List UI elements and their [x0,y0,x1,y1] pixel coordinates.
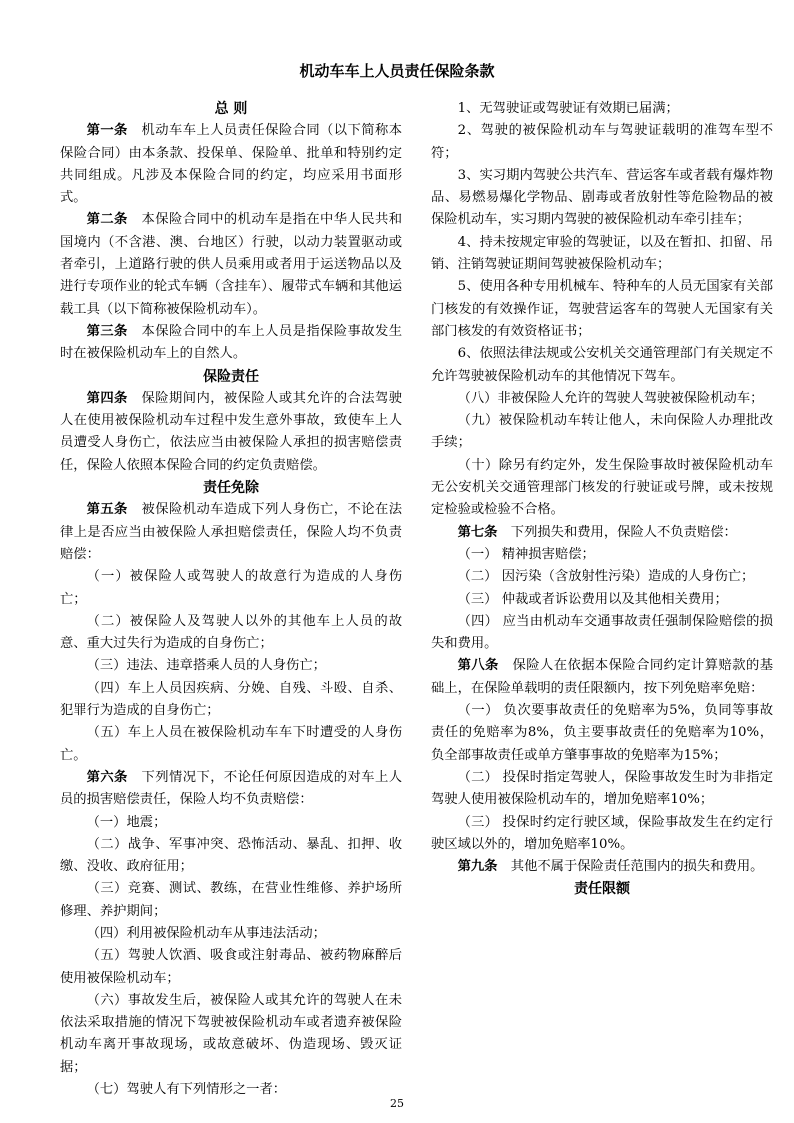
list-item: （二）战争、军事冲突、恐怖活动、暴乱、扣押、收缴、没收、政府征用； [60,836,402,875]
list-item: （四）利用被保险机动车从事违法活动； [86,925,326,941]
list-item: （八）非被保险人允许的驾驶人驾驶被保险机动车； [457,390,764,406]
list-item: （二）被保险人及驾驶人以外的其他车上人员的故意、重大过失行为造成的自身伤亡； [60,613,402,652]
article-7 [431,522,773,544]
article-label: 第六条 [86,769,128,785]
document-title: 机动车车上人员责任保险条款 [299,62,495,80]
article-6 [60,767,402,812]
article-text: 其他不属于保险责任范围内的损失和费用。 [510,859,764,875]
list-item: （五）驾驶人饮酒、吸食或注射毒品、被药物麻醉后使用被保险机动车； [60,948,402,986]
article-text: 保险人在依据本保险合同约定计算赔款的基础上，在保险单载明的责任限额内，按下列免赔率免赔： [431,658,774,696]
list-item: （三）竞赛、测试、教练，在营业性维修、养护场所修理、养护期间； [60,881,402,919]
article-text: 本保险合同中的机动车是指在中华人民共和国境内（不含港、澳、台地区）行驶，以动力装置驱动或者牵引，上道路行驶的供人员乘用或者用于运送物品以及进行专项作业的轮式车辆（含挂车）、履带式车辆和其他运载工具（以下简称被保险机动车）。 [60,212,403,317]
list-item: 1、无驾驶证或驾驶证有效期已届满； [457,101,679,116]
list-item: （五）车上人员在被保险机动车车下时遭受的人身伤亡。 [60,725,402,763]
article-text: 本保险合同中的车上人员是指保险事故发生时在被保险机动车上的自然人。 [60,323,403,362]
article-text: 下列情况下，不论任何原因造成的对车上人员的损害赔偿责任，保险人均不负责赔偿： [60,769,403,808]
right-column [431,98,773,901]
article-label: 第二条 [86,212,128,228]
article-8 [431,655,773,700]
article-label: 第八条 [457,658,499,674]
list-item: （一）地震； [86,814,167,830]
list-item: （四）车上人员因疾病、分娩、自残、斗殴、自杀、犯罪行为造成的自身伤亡； [60,680,402,719]
list-item: （二） 因污染（含放射性污染）造成的人身伤亡； [457,569,755,585]
section-heading-exemption: 责任免除 [203,480,259,497]
list-item: （三） 仲裁或者诉讼费用以及其他相关费用； [457,591,728,607]
article-label: 第三条 [86,323,128,339]
page-number: 25 [390,1097,404,1110]
article-2 [60,209,402,320]
list-item: （九）被保险机动车转让他人，未向保险人办理批改手续； [431,413,773,451]
section-heading-limit: 责任限额 [574,881,630,898]
left-column [60,98,402,1101]
article-text: 保险期间内，被保险人或其允许的合法驾驶人在使用被保险机动车过程中发生意外事故，致使车上人员遭受人身伤亡，依法应当由被保险人承担的损害赔偿责任，保险人依照本保险合同的约定负责赔偿。 [60,390,403,473]
list-item: 3、实习期内驾驶公共汽车、营运客车或者载有爆炸物品、易燃易爆化学物品、剧毒或者放射性等危险物品的被保险机动车，实习期内驾驶的被保险机动车牵引挂车； [431,167,773,228]
list-item: 6、依照法律法规或公安机关交通管理部门有关规定不允许驾驶被保险机动车的其他情况下驾车。 [431,346,773,384]
article-label: 第七条 [457,524,498,540]
list-item: （一） 负次要事故责任的免赔率为5%，负同等事故责任的免赔率为8%，负主要事故责任的免赔率为10%，负全部事故责任或单方肇事事故的免赔率为15%； [431,703,773,763]
article-4 [60,388,402,477]
list-item: （十）除另有约定外，发生保险事故时被保险机动车无公安机关交通管理部门核发的行驶证或号牌，或未按规定检验或检验不合格。 [431,457,773,518]
list-item: （四） 应当由机动车交通事故责任强制保险赔偿的损失和费用。 [431,613,773,652]
section-heading-general: 总 则 [214,101,248,117]
list-item: 5、使用各种专用机械车、特种车的人员无国家有关部门核发的有效操作证，驾驶营运客车的驾驶人无国家有关部门核发的有效资格证书； [431,279,773,339]
list-item: （三）违法、违章搭乘人员的人身伤亡； [86,658,326,674]
article-text: 下列损失和费用，保险人不负责赔偿： [510,524,737,540]
list-item: （一） 精神损害赔偿； [457,546,595,562]
article-text: 机动车车上人员责任保险合同（以下简称本保险合同）由本条款、投保单、保险单、批单和特别约定共同组成。凡涉及本保险合同的约定，均应采用书面形式。 [60,123,403,206]
article-5 [60,499,402,566]
article-label: 第四条 [86,390,128,406]
article-label: 第九条 [457,859,498,875]
list-item: （一）被保险人或驾驶人的故意行为造成的人身伤亡； [60,569,402,607]
section-heading-liability: 保险责任 [203,368,259,385]
article-text: 被保险机动车造成下列人身伤亡，不论在法律上是否应当由被保险人承担赔偿责任，保险人均不负责赔偿： [60,502,403,562]
article-1 [60,120,402,209]
article-label: 第一条 [86,123,128,139]
article-3 [60,321,402,366]
list-item: （二） 投保时指定驾驶人，保险事故发生时为非指定驾驶人使用被保险机动车的，增加免赔率10%； [431,769,773,808]
list-item: （三） 投保时约定行驶区域，保险事故发生在约定行驶区域以外的，增加免赔率10%。 [431,814,773,852]
article-label: 第五条 [86,502,128,518]
list-item: 2、驾驶的被保险机动车与驾驶证载明的准驾车型不符； [431,123,773,161]
list-item: （七）驾驶人有下列情形之一者： [86,1082,287,1098]
list-item: 4、持未按规定审验的驾驶证，以及在暂扣、扣留、吊销、注销驾驶证期间驾驶被保险机动车； [431,234,773,273]
article-9 [431,856,773,878]
list-item: （六）事故发生后，被保险人或其允许的驾驶人在未依法采取措施的情况下驾驶被保险机动车或者遗弃被保险机动车离开事故现场，或故意破坏、伪造现场、毁灭证据； [60,992,402,1075]
